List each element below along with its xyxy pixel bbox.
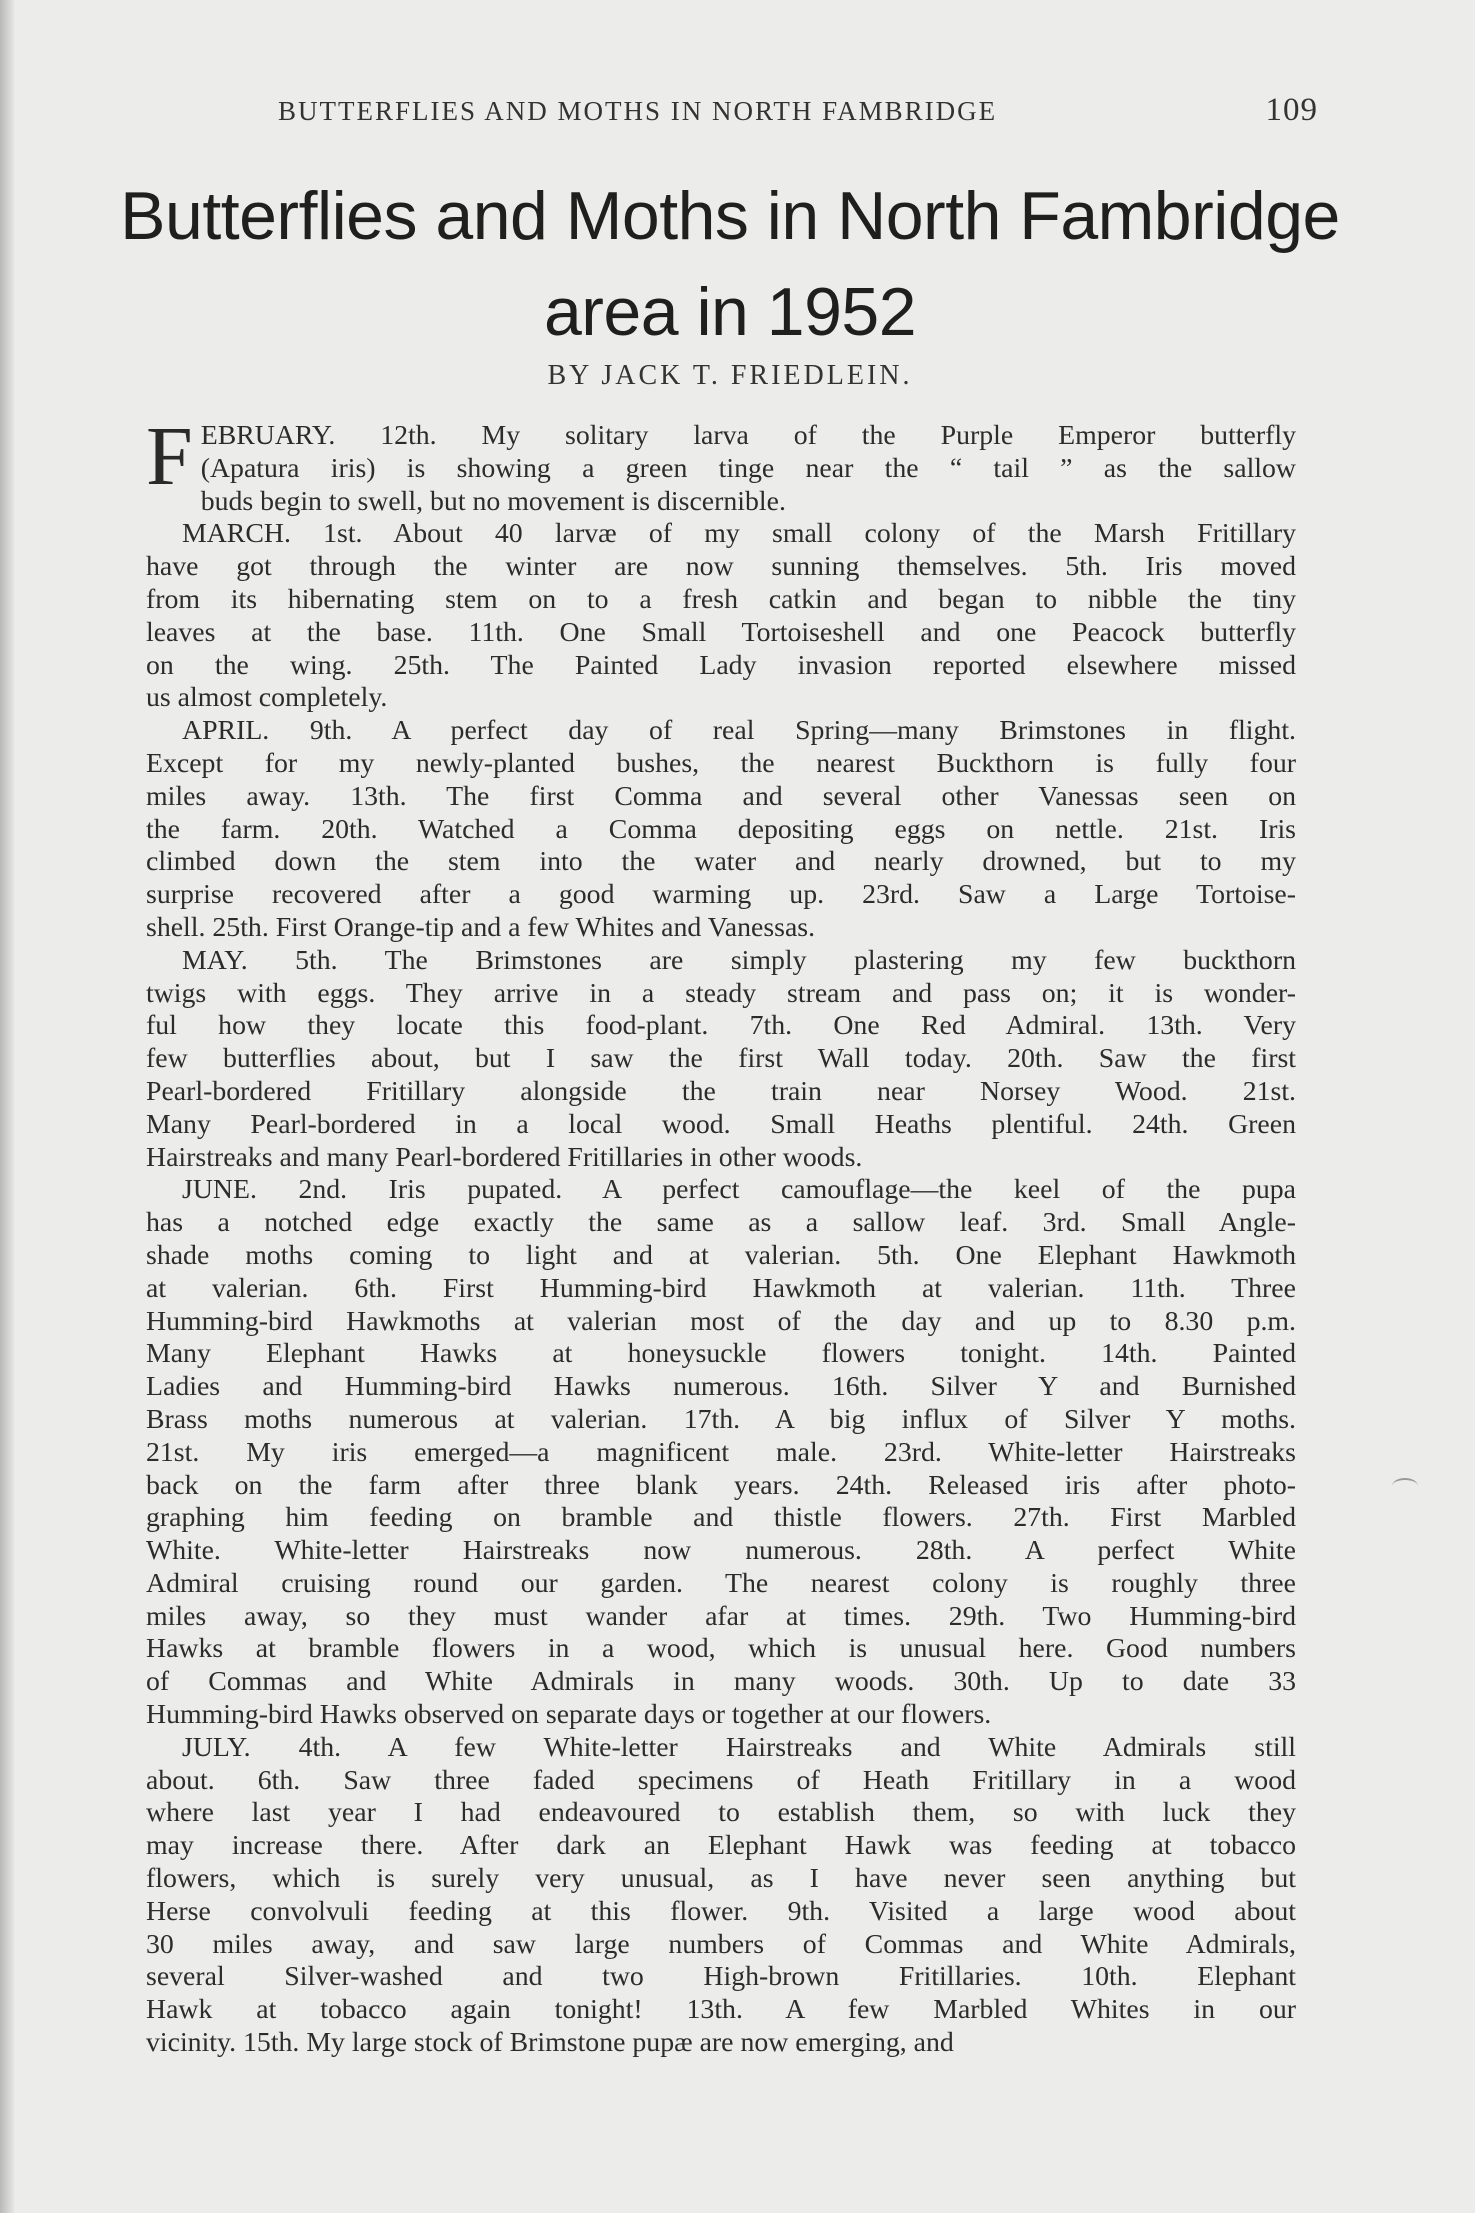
text-line: EBRUARY. 12th. My solitary larva of the Purple Emperor butterfly (200, 420, 1296, 451)
page-number: 109 (1265, 92, 1318, 128)
text-line: miles away. 13th. The first Comma and several other Vanessas seen on (146, 780, 1296, 812)
running-head (278, 92, 1318, 129)
text-line: on the wing. 25th. The Painted Lady invasion reported elsewhere missed (146, 649, 1296, 681)
text-line: Brass moths numerous at valerian. 17th. A big influx of Silver Y moths. (146, 1403, 1296, 1435)
text-line: Pearl-bordered Fritillary alongside the train near Norsey Wood. 21st. (146, 1075, 1296, 1107)
text-line: Herse convolvuli feeding at this flower. 9th. Visited a large wood about (146, 1895, 1296, 1927)
page-gutter-shadow (0, 0, 14, 2213)
text-line: have got through the winter are now sunning themselves. 5th. Iris moved (146, 551, 1296, 583)
article-title (120, 168, 1340, 360)
text-line: Admiral cruising round our garden. The nearest colony is roughly three (146, 1567, 1296, 1599)
paragraph (146, 1174, 1296, 1732)
text-line: miles away, so they must wander afar at times. 29th. Two Humming-bird (146, 1600, 1296, 1632)
text-line: graphing him feeding on bramble and thistle flowers. 27th. First Marbled (146, 1502, 1296, 1534)
text-line: the farm. 20th. Watched a Comma depositing eggs on nettle. 21st. Iris (146, 813, 1296, 845)
text-line: of Commas and White Admirals in many woods. 30th. Up to date 33 (146, 1666, 1296, 1698)
paragraph (146, 1732, 1296, 2060)
text-line: at valerian. 6th. First Humming-bird Hawkmoth at valerian. 11th. Three (146, 1272, 1296, 1304)
text-line: vicinity. 15th. My large stock of Brimstone pupæ are now emerging, and (146, 2027, 954, 2059)
text-line: buds begin to swell, but no movement is discernible. (200, 485, 786, 517)
text-line: Hawk at tobacco again tonight! 13th. A few Marbled Whites in our (146, 1994, 1296, 2026)
text-line: us almost completely. (146, 682, 388, 714)
text-line: shade moths coming to light and at valerian. 5th. One Elephant Hawkmoth (146, 1239, 1296, 1271)
text-line: Hairstreaks and many Pearl-bordered Fritillaries in other woods. (146, 1141, 863, 1173)
title-line-1: Butterflies and Moths in North Fambridge (120, 178, 1340, 254)
text-line: Hawks at bramble flowers in a wood, which is unusual here. Good numbers (146, 1633, 1296, 1665)
text-line: White. White-letter Hairstreaks now numerous. 28th. A perfect White (146, 1535, 1296, 1567)
paragraph (146, 410, 1296, 518)
paragraph (146, 715, 1296, 945)
text-line: Many Pearl-bordered in a local wood. Small Heaths plentiful. 24th. Green (146, 1108, 1296, 1140)
paragraph (146, 518, 1296, 715)
text-line: shell. 25th. First Orange-tip and a few Whites and Vanessas. (146, 911, 816, 943)
text-line: 30 miles away, and saw large numbers of Commas and White Admirals, (146, 1928, 1296, 1960)
text-line: climbed down the stem into the water and nearly drowned, but to my (146, 846, 1296, 878)
text-line: twigs with eggs. They arrive in a steady stream and pass on; it is wonder- (146, 977, 1296, 1009)
text-line: Except for my newly-planted bushes, the nearest Buckthorn is fully four (146, 747, 1296, 779)
text-line: back on the farm after three blank years. 24th. Released iris after photo- (146, 1469, 1296, 1501)
text-line: Ladies and Humming-bird Hawks numerous. 16th. Silver Y and Burnished (146, 1371, 1296, 1403)
article-body (146, 410, 1296, 2060)
text-line: few butterflies about, but I saw the first Wall today. 20th. Saw the first (146, 1043, 1296, 1075)
pencil-mark (1392, 1478, 1418, 1494)
text-line: flowers, which is surely very unusual, as I have never seen anything but (146, 1863, 1296, 1895)
text-line: surprise recovered after a good warming up. 23rd. Saw a Large Tortoise- (146, 879, 1296, 911)
running-head-title: BUTTERFLIES AND MOTHS IN NORTH FAMBRIDGE (278, 96, 998, 126)
text-line: MAY. 5th. The Brimstones are simply plastering my few buckthorn (182, 944, 1296, 976)
text-line: Humming-bird Hawkmoths at valerian most of the day and up to 8.30 p.m. (146, 1305, 1296, 1337)
text-line: Many Elephant Hawks at honeysuckle flowers tonight. 14th. Painted (146, 1338, 1296, 1370)
text-line: MARCH. 1st. About 40 larvæ of my small colony of the Marsh Fritillary (182, 518, 1296, 550)
drop-cap: F (146, 410, 193, 503)
text-line: APRIL. 9th. A perfect day of real Spring—many Brimstones in flight. (182, 715, 1296, 747)
paragraph (146, 945, 1296, 1175)
title-line-2: area in 1952 (543, 274, 917, 350)
text-line: JUNE. 2nd. Iris pupated. A perfect camouflage—the keel of the pupa (182, 1174, 1296, 1206)
text-line: from its hibernating stem on to a fresh catkin and began to nibble the tiny (146, 583, 1296, 615)
text-line: has a notched edge exactly the same as a sallow leaf. 3rd. Small Angle- (146, 1207, 1296, 1239)
text-line: (Apatura iris) is showing a green tinge near the “ tail ” as the sallow (200, 452, 1296, 484)
text-line: Humming-bird Hawks observed on separate days or together at our flowers. (146, 1699, 992, 1731)
text-line: ful how they locate this food-plant. 7th. One Red Admiral. 13th. Very (146, 1010, 1296, 1042)
text-line: about. 6th. Saw three faded specimens of Heath Fritillary in a wood (146, 1764, 1296, 1796)
text-line: JULY. 4th. A few White-letter Hairstreaks and White Admirals still (182, 1731, 1296, 1763)
text-line: may increase there. After dark an Elephant Hawk was feeding at tobacco (146, 1830, 1296, 1862)
text-line: where last year I had endeavoured to establish them, so with luck they (146, 1797, 1296, 1829)
text-line: leaves at the base. 11th. One Small Tortoiseshell and one Peacock butterfly (146, 616, 1296, 648)
byline: BY JACK T. FRIEDLEIN. (547, 360, 913, 391)
text-line: 21st. My iris emerged—a magnificent male. 23rd. White-letter Hairstreaks (146, 1436, 1296, 1468)
text-line: several Silver-washed and two High-brown Fritillaries. 10th. Elephant (146, 1961, 1296, 1993)
